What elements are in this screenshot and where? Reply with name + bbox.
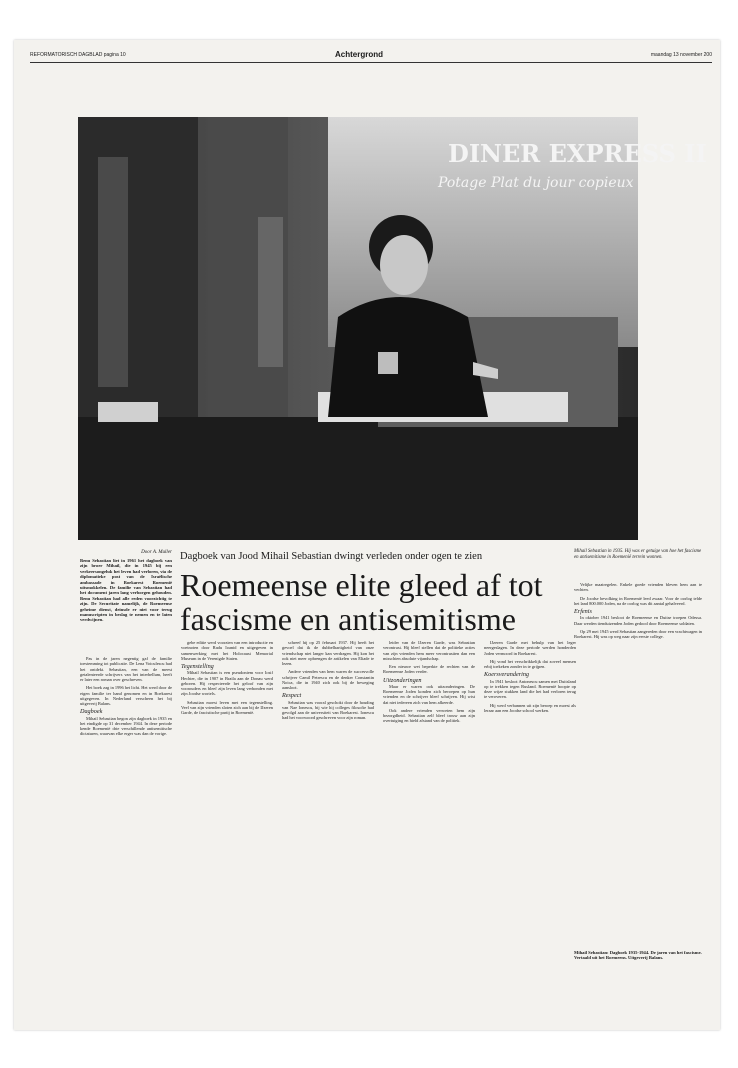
book-note: Mihail Sebastian: Dagboek 1935-1944. De jaren van het fascisme. Vertaald uit het Roemeens. Uitgeverij Balans. xyxy=(574,950,702,961)
paragraph: In oktober 1941 besloot de Roemeense en Duitse troepen Odessa. Daar werden tienduizenden Joden gedood door Roemeense soldaten. xyxy=(574,615,702,626)
section-title: Achtergrond xyxy=(335,50,383,59)
photo-caption: Mihail Sebastian in 1935. Hij was er getuige van hoe het fascisme en antisemitisme in Roemenië terrein wonnen. xyxy=(574,549,702,560)
paragraph: Het boek zag in 1996 het licht. Het werd door de eigen familie ter hand genomen en in Boekarest uitgegeven. In Nederland verscheen het bij uitgeverij Balans. xyxy=(80,685,172,706)
paragraph: Ook andere vrienden verweten hem zijn bezorgdheid. Sebastian zelf bleef trouw aan zijn overtuiging en hield afstand van de politiek. xyxy=(383,707,475,724)
page-header xyxy=(30,50,712,63)
paragraph: Sebastian moest leven met een tegenstelling. Veel van zijn vrienden sloten zich aan bij de IJzeren Garde, de fascistische partij in Roemenië. xyxy=(181,699,273,715)
article-photo xyxy=(78,117,707,540)
subheading: Erfenis xyxy=(574,608,592,615)
column-3 xyxy=(282,640,374,724)
paragraph: schreef hij op 25 februari 1937. Hij heeft het gevoel dat ik de dubbelhartigheid van onze vriendschap niet langer kan verdragen. Hij kon het ook niet meer opbrengen de artikelen van Eliade te lezen. xyxy=(282,640,374,666)
column-4 xyxy=(383,640,475,727)
issue-date: maandag 13 november 200 xyxy=(650,52,712,58)
paragraph: leider van de IJzeren Garde, was Sebastian verontrust. Hij bleef stellen dat de politieke acties van zijn vrienden hem meer verontrustten dan een misschien absolute vijandschap. xyxy=(383,640,475,661)
sign-line-1: DINER EXPRESS II xyxy=(448,139,707,168)
paragraph: Mihail Sebastian begon zijn dagboek in 1935 en het eindigde op 31 december 1944. In deze periode kende Roemenië drie verschillende antisemitische dictaturen, waarvan elke erger was dan de vorige. xyxy=(80,715,172,737)
paragraph: Een nieuwe wet beperkte de rechten van de Roemeense Joden verder. xyxy=(383,664,475,675)
headline-line-2: fascisme en antisemitisme xyxy=(180,601,516,637)
subheading: Dagboek xyxy=(80,708,103,716)
paragraph: Op 29 mei 1945 werd Sebastian aangereden door een vrachtwagen in Boekarest. Hij was op weg naar zijn eerste college. xyxy=(574,628,702,639)
byline: Door A. Muller xyxy=(141,550,172,555)
column-6 xyxy=(574,582,702,642)
paragraph: Sebastian was vooral geschokt door de houding van Nae Ionescu, bij wie hij colleges filosofie had gevolgd aan de universiteit van Boekarest. Ionescu had het voorwoord geschreven voor zijn roman. xyxy=(282,699,374,721)
column-5 xyxy=(484,640,576,716)
sign-line-2: Potage Plat du jour copieux xyxy=(438,175,634,191)
paragraph: Andere vrienden van hem waren de succesvolle schrijver Camil Petrescu en de denker Constantin Noica, die in 1940 zich ook bij de beweging aansloot. xyxy=(282,669,374,690)
kicker: Dagboek van Jood Mihail Sebastian dwingt verleden onder ogen te zien xyxy=(180,551,483,562)
headline-line-1: Roemeense elite gleed af tot xyxy=(180,567,543,603)
paragraph: Hij vond het verschrikkelijk dat zoveel mensen erbij toekeken zonder in te grijpen. xyxy=(484,658,576,669)
paragraph: Mihail Sebastian is een pseudoniem voor Iosif Hechter, die in 1907 in Braila aan de Donau werd geboren. Hij respecteerde het geloof van zijn voorouders en bleef zijn leven lang verbonden met zijn Joodse wortels. xyxy=(181,670,273,697)
subheading: Uitzonderingen xyxy=(383,676,422,684)
subheading: Koersverandering xyxy=(484,671,530,679)
paragraph: De Joodse bevolking in Roemenië leed zwaar. Voor de oorlog telde het land 800.000 Joden, na de oorlog was dit aantal gehalveerd. xyxy=(574,595,702,606)
paragraph: Maar er waren ook uitzonderingen. De Roemeense Joden konden zich beroepen op hun vrienden en de schrijver bleef schrijven. Hij wist dat niet iedereen zich van hem afkeerde. xyxy=(383,683,475,705)
intro-paragraph: Benu Sebastian liet in 1961 het dagboek van zijn broer Mihail, die in 1945 bij een verkeersongeluk het leven had verloren, via de diplomatieke post van de Israëlische ambassade in Boekarest Roemenië uitsmokkelen. De familie van Sebastian had het document jaren lang verborgen gehouden. Benu Sebastian had alle reden voorzichtig te zijn. De Securitate namelijk, de Roemeense geheime dienst, deinsde er niet voor terug manuscripten in beslag te nemen en te laten verdwijnen. xyxy=(80,558,172,623)
paragraph: Pas in de jaren negentig gaf de familie toestemming tot publicatie. De Lena Voiculescu had het ontdekt. Sebastian, een van de meest getalenteerde schrijvers van het interbellum, heeft er later een roman over geschreven. xyxy=(80,656,172,682)
subheading: Respect xyxy=(282,692,302,700)
paragraph: In 1941 besloot Antonescu samen met Duitsland op te trekken tegen Rusland. Roemenië hoopte op deze wijze stukken land die het had verloren terug te veroveren. xyxy=(484,678,576,700)
paragraph: gebe editie werd voorzien van een introductie en voetnoten door Radu Ioanid en uitgegeven in samenwerking met het Holocaust Memorial Museum in de Verenigde Staten. xyxy=(181,640,273,661)
subheading: Tegenstelling xyxy=(181,663,214,670)
paragraph: Velijke maatregelen. Enkele goede vrienden bleven hem aan te vechten. xyxy=(574,582,702,593)
column-2 xyxy=(181,640,273,718)
paragraph: Hij werd verbannen uit zijn beroep en moest als leraar aan een Joodse school werken. xyxy=(484,702,576,713)
publication-name: REFORMATORISCH DAGBLAD pagina 10 xyxy=(30,52,126,58)
column-1 xyxy=(80,656,172,740)
paragraph: IJzeren Garde met behulp van het leger neergeslagen. In deze periode werden honderden Joden vermoord in Boekarest. xyxy=(484,640,576,656)
